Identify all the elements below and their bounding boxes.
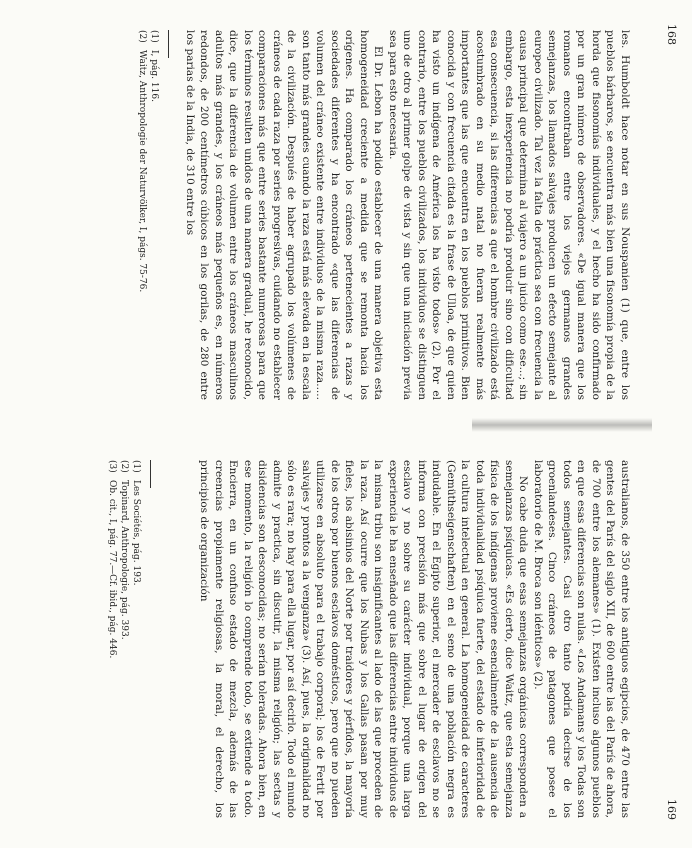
paragraph: australianos, de 350 entre los antiguos egipcios, de 470 entre las gentes del París del siglo XII, de 600 entre las del París de ahora, de 700 entre los alemanes» (1). Existen incluso algunos pueblos en que esas diferencias son nulas. «Los Andamans y los Todas son todos semejantes. Casi otro tanto podría decirse de los groenlandeses. Cinco cráneos de patagones que posee el laboratorio de M. Broca son idénticos» (2).	[532, 460, 631, 818]
page-number: 168	[665, 24, 678, 45]
footnote-text: Ob. cit., I, pág. 77.—Cf. ibid., pág. 446.	[107, 480, 117, 659]
footnotes	[106, 460, 142, 824]
page-number: 169	[665, 799, 678, 820]
paragraph: El Dr. Lebon ha podido establecer de una manera objetiva esta homogeneidad creciente a medida que se remonta hacia los orígenes. Ha comparado los cráneos pertenecientes a razas y sociedades diferentes y ha encontrado «que las diferencias de volumen del cráneo existente entre individuos de la misma raza..... son tanto más grandes cuando la raza está más elevada en la escala de la civilización. Después de haber agrupado los volúmenes de cráneos de cada raza por series progresivas, cuidando no establecer comparaciones más que entre series bastante numerosas para que los términos resulten unidos de una manera gradual, he reconocido, dice, que la diferencia de volumen entre los cráneos masculinos adultos más grandes, y los cráneos más pequeños es, en números redondos, de 200 centímetros cúbicos en los gorilas, de 280 entre los parias de la India, de 310 entre los	[184, 30, 385, 400]
footnote-text: Les Sociétés, pág. 193.	[131, 480, 141, 586]
footnote	[106, 460, 118, 824]
footnote-text: Waitz, Anthropologie der Naturvölker, I, págs. 75-76.	[137, 50, 147, 293]
footnote	[148, 30, 160, 400]
footnote	[130, 460, 142, 824]
footnote-rule	[150, 460, 151, 488]
footnote	[136, 30, 148, 400]
footnote-key: (2)	[119, 460, 129, 473]
footnote-key: (1)	[149, 30, 159, 43]
footnote-text: Topinard, Anthropologie, pág. 393.	[119, 480, 129, 640]
footnote-key: (1)	[131, 460, 141, 473]
right-page	[0, 424, 692, 848]
body-text	[197, 460, 632, 818]
footnotes	[136, 30, 160, 400]
footnote-key: (3)	[107, 460, 117, 473]
footnote-rule	[168, 30, 169, 58]
paragraph: les. Humboldt hace notar en sus Nouspanien (1) que, entre los pueblos bárbaros, se encuentra más bien una fisonomía propia de la horda que fisonomías individuales, y el hecho ha sido confirmado por un gran número de observadores. «De igual manera que los romanos encontraban entre los viejos germanos grandes semejanzas, los llamados salvajes producen un efecto semejante al europeo civilizado. Tal vez la falta de práctica sea con frecuencia la causa principal que determina al viajero a un juicio como ese...; sin embargo, esta inexperiencia no podría producir sino con dificultad esa consecuencia, si las diferencias a que el hombre civilizado está acostumbrado en su medio natal no fueran realmente más importantes que las que encuentra en los pueblos primitivos. Bien conocida y con frecuencia citada es la frase de Ulloa, de que quien ha visto un indígena de América los ha visto todos» (2). Por el contrario, entre los pueblos civilizados, los individuos se distinguen uno de otro al primer golpe de vista y sin que una iniciación previa sea para esto necesaria.	[387, 30, 631, 400]
footnote-key: (2)	[137, 30, 147, 43]
footnote	[118, 460, 130, 824]
footnote-text: I, pág. 116.	[149, 50, 159, 102]
body-text	[183, 30, 633, 400]
paragraph: No cabe duda que esas semejanzas orgánicas corresponden a semejanzas psíquicas. «Es cierto, dice Waitz, que esta semejanza física de los indígenas proviene esencialmente de la ausencia de toda individualidad psíquica fuerte, del estado de inferioridad de la cultura intelectual en general. La homogeneidad de caracteres (Gemüthseigenschaften) en el seno de una población negra es indudable. En el Egipto superior, el mercader de esclavos no se informa con precisión más que sobre el lugar de origen del esclavo y no sobre su carácter individual, porque una larga experiencia le ha enseñado que las diferencias entre individuos de la misma tribu son insignificantes al lado de las que proceden de la raza. Así ocurre que los Nubas y los Gallas pasan por muy fieles, los abisinios del Norte por traidores y pérfidos, la mayoría de los otros por buenos esclavos domésticos, pero que no pueden utilizarse en absoluto para el trabajo corporal; los de Fertit por salvajes y prontos a la venganza» (3). Así, pues, la originalidad no sólo es rara; no hay para ella lugar, por así decirlo. Todo el mundo admite y practica, sin discutir, la misma religión; las sectas y disidencias son desconocidas; no serían toleradas. Ahora bien, en ese momento, la religión lo comprende todo, se extiende a todo. Encierra, en un confuso estado de mezcla, además de las creencias propiamente religiosas, la moral, el derecho, los principios de organización	[198, 460, 530, 818]
